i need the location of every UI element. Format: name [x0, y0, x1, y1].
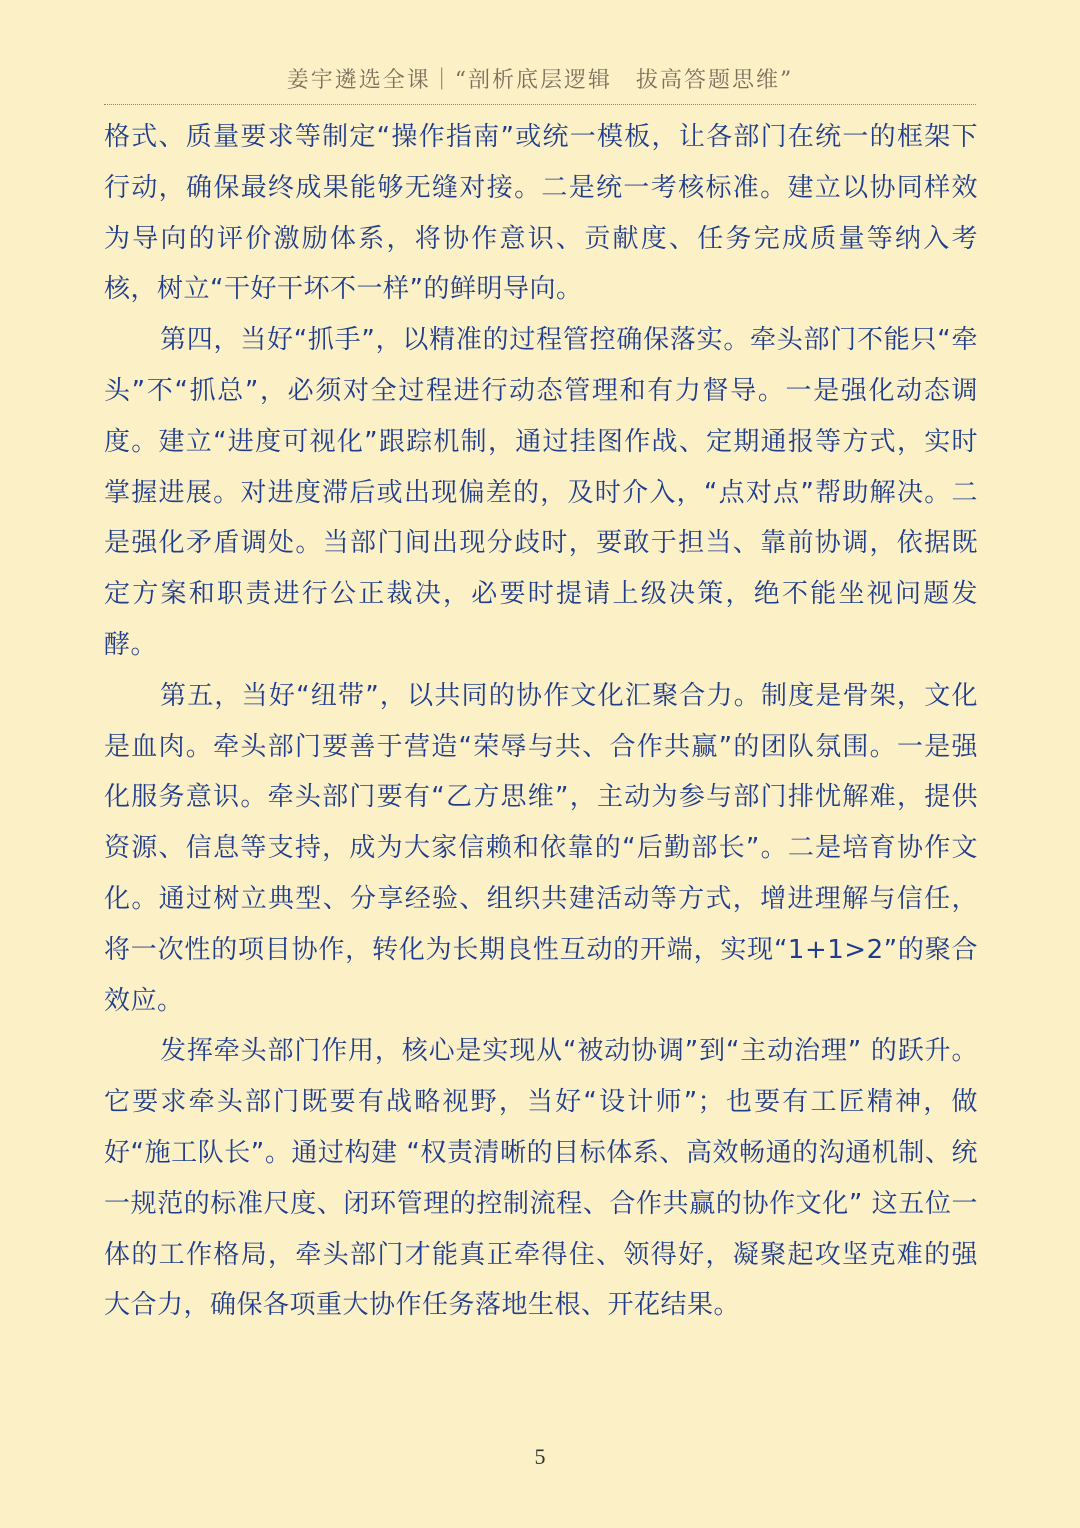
page-header — [104, 62, 976, 105]
page-number: 5 — [534, 1444, 546, 1469]
paragraph-fourth: 第四，当好“抓手”，以精准的过程管控确保落实。牵头部门不能只“牵头”不“抓总”，必须对全过程进行动态管理和有力督导。一是强化动态调度。建立“进度可视化”跟踪机制，通过挂图作战、定期通报等方式，实时掌握进展。对进度滞后或出现偏差的，及时介入，“点对点”帮助解决。二是强化矛盾调处。当部门间出现分歧时，要敢于担当、靠前协调，依据既定方案和职责进行公正裁决，必要时提请上级决策，绝不能坐视问题发酵。 — [104, 325, 978, 660]
paragraph-continuation: 格式、质量要求等制定“操作指南”或统一模板，让各部门在统一的框架下行动，确保最终成果能够无缝对接。二是统一考核标准。建立以协同样效为导向的评价激励体系，将协作意识、贡献度、任务完成质量等纳入考核，树立“干好干坏不一样”的鲜明导向。 — [104, 122, 978, 305]
paragraph-conclusion: 发挥牵头部门作用，核心是实现从“被动协调”到“主动治理” 的跃升。它要求牵头部门既要有战略视野，当好“设计师”；也要有工匠精神，做好“施工队长”。通过构建 “权责清晰的目标体系、高效畅通的沟通机制、统一规范的标准尺度、闭环管理的控制流程、合作共赢的协作文化” 这五位一体的工作格局，牵头部门才能真正牵得住、领得好，凝聚起攻坚克难的强大合力，确保各项重大协作任务落地生根、开花结果。 — [104, 1036, 978, 1321]
header-title: 姜宇遴选全课｜“剖析底层逻辑 拔高答题思维” — [286, 68, 794, 93]
paragraph-fifth: 第五，当好“纽带”，以共同的协作文化汇聚合力。制度是骨架，文化是血肉。牵头部门要善于营造“荣辱与共、合作共赢”的团队氛围。一是强化服务意识。牵头部门要有“乙方思维”，主动为参与部门排忧解难，提供资源、信息等支持，成为大家信赖和依靠的“后勤部长”。二是培育协作文化。通过树立典型、分享经验、组织共建活动等方式，增进理解与信任，将一次性的项目协作，转化为长期良性互动的开端，实现“1+1>2”的聚合效应。 — [104, 680, 978, 1016]
document-body — [104, 112, 978, 1331]
